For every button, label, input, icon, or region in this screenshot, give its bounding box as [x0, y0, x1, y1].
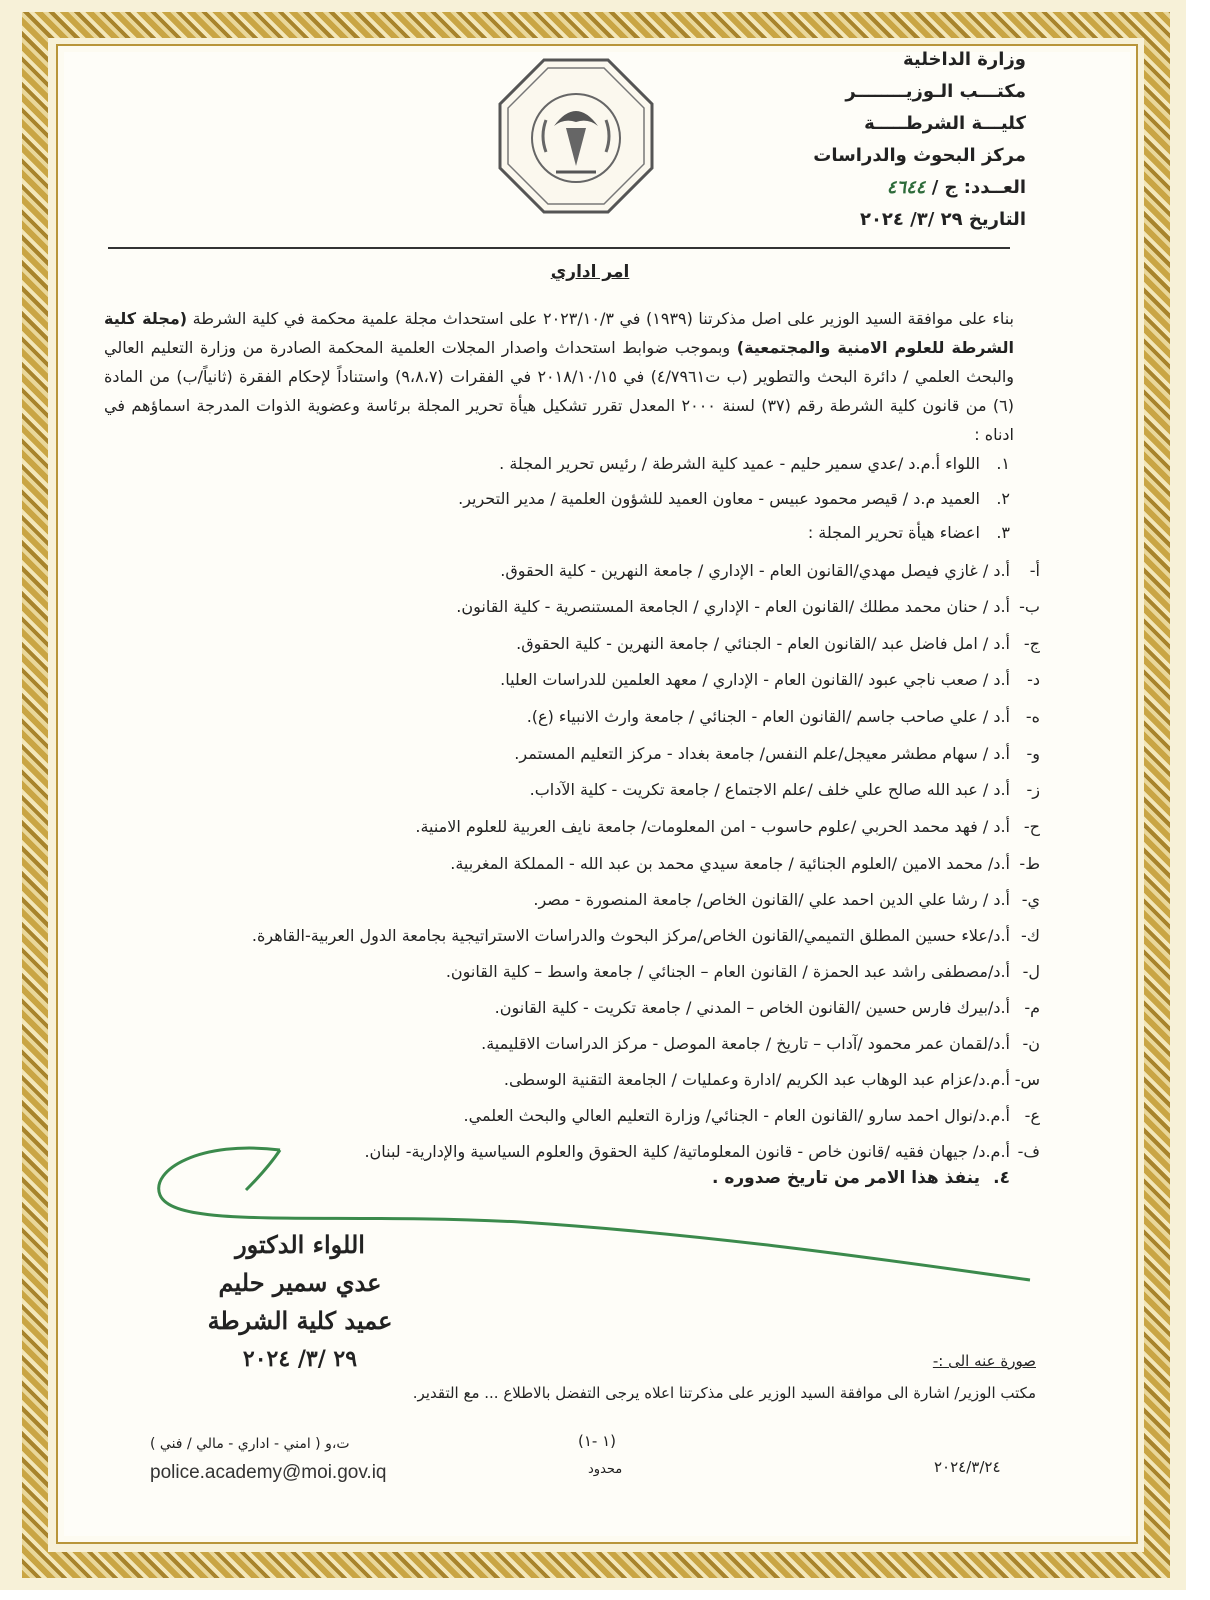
list-marker: س-	[1014, 1070, 1040, 1089]
list-item-text: أ.د/مصطفى راشد عبد الحمزة / القانون العام – الجنائي / جامعة واسط – كلية القانون.	[445, 962, 1010, 981]
list-item-text: أ.د / سهام مطشر معيجل/علم النفس/ جامعة بغداد - مركز التعليم المستمر.	[514, 744, 1010, 763]
list-item-text: أ.د / علي صاحب جاسم /القانون العام - الجنائي / جامعة وارث الانبياء (ع).	[526, 707, 1010, 726]
list-marker: د-	[1027, 670, 1040, 689]
list-item-text: أ.د / امل فاضل عبد /القانون العام - الجنائي / جامعة النهرين - كلية الحقوق.	[516, 634, 1010, 653]
list-item-text: أ.م.د/عزام عبد الوهاب عبد الكريم /ادارة وعمليات / الجامعة التقنية الوسطى.	[503, 1070, 1010, 1089]
page-number: (١ -١)	[578, 1432, 617, 1450]
list-marker: أ-	[1029, 561, 1040, 580]
copy-to-line: مكتب الوزير/ اشارة الى موافقة السيد الوزير على مذكرتنا اعلاه يرجى التفضل بالاطلاع ... مع التقدير.	[412, 1384, 1036, 1402]
date-value: ٢٩ /٣/ ٢٠٢٤	[859, 209, 963, 230]
footer-codes: ت،و ( امني - اداري - مالي / فني )	[150, 1436, 350, 1452]
list-item-text: أ.د / حنان محمد مطلك /القانون العام - الإداري / الجامعة المستنصرية - كلية القانون.	[456, 597, 1010, 616]
list-marker: ي-	[1021, 890, 1040, 909]
signature-date: ٢٩ /٣/ ٢٠٢٤	[242, 1346, 358, 1372]
office-name: مكتـــب الـوزيــــــــر	[845, 81, 1026, 102]
number-label: العــدد: ج /	[931, 177, 1026, 198]
list-marker: ١.	[996, 454, 1010, 473]
journal-name: (مجلة كلية الشرطة للعلوم الامنية والمجتمعية)	[104, 309, 1015, 357]
list-item-text: العميد م.د / قيصر محمود عبيس - معاون العميد للشؤون العلمية / مدير التحرير.	[458, 489, 980, 508]
list-marker: و-	[1026, 744, 1040, 763]
list-marker: ٢.	[996, 489, 1010, 508]
list-item-text: أ.د/لقمان عمر محمود /آداب – تاريخ / جامعة الموصل - مركز الدراسات الاقليمية.	[481, 1034, 1010, 1053]
list-item-text: أ.د / رشا علي الدين احمد علي /القانون الخاص/ جامعة المنصورة - مصر.	[533, 890, 1010, 909]
list-marker: ل-	[1022, 962, 1040, 981]
ministry-name: وزارة الداخلية	[902, 49, 1026, 70]
date-label: التاريخ	[968, 209, 1026, 230]
list-item-text: اعضاء هيأة تحرير المجلة :	[807, 523, 980, 542]
signer-name: عدي سمير حليم	[218, 1268, 382, 1297]
preamble-part-1: بناء على موافقة السيد الوزير على اصل مذكرتنا (١٩٣٩) في ٢٠٢٣/١٠/٣ على استحداث مجلة علمية محكمة في كلية الشرطة	[192, 309, 1015, 328]
footer-email: police.academy@moi.gov.iq	[150, 1462, 387, 1483]
footer-date: ٢٠٢٤/٣/٢٤	[934, 1458, 1001, 1476]
classification-label: محدود	[588, 1462, 623, 1477]
list-marker: ٣.	[996, 523, 1010, 542]
list-item-text: أ.د / صعب ناجي عبود /القانون العام - الإداري / معهد العلمين للدراسات العليا.	[500, 670, 1010, 689]
list-marker: م-	[1024, 998, 1040, 1017]
list-marker: ٤.	[993, 1168, 1010, 1188]
list-item-text: أ.د / غازي فيصل مهدي/القانون العام - الإداري / جامعة النهرين - كلية الحقوق.	[500, 561, 1010, 580]
list-marker: ب-	[1019, 597, 1040, 616]
list-marker: ع-	[1024, 1106, 1040, 1125]
list-item-text: ينفذ هذا الامر من تاريخ صدوره .	[711, 1168, 980, 1188]
signer-position: عميد كلية الشرطة	[207, 1306, 393, 1335]
list-item-text: أ.د / عبد الله صالح علي خلف /علم الاجتماع / جامعة تكريت - كلية الآداب.	[529, 780, 1010, 799]
list-marker: ج-	[1023, 634, 1040, 653]
college-name: كليـــة الشرطـــــة	[864, 113, 1026, 134]
signature-block	[160, 1226, 440, 1378]
copy-to-heading: صورة عنه الى :-	[932, 1352, 1036, 1370]
list-marker: ك-	[1021, 926, 1040, 945]
list-item-text: أ.د / فهد محمد الحربي /علوم حاسوب - امن المعلومات/ جامعة نايف العربية للعلوم الامنية.	[415, 817, 1010, 836]
list-marker: ه-	[1025, 707, 1040, 726]
list-marker: ح-	[1023, 817, 1040, 836]
number-value: ٤٦٤٤	[886, 177, 926, 198]
list-marker: ن-	[1022, 1034, 1040, 1053]
preamble-part-2: وبموجب ضوابط استحداث واصدار المجلات العلمية المحكمة الصادرة من وزارة التعليم العالي والبحث العلمي / دائرة البحث والتطوير (ب ت٤/٧٩٦١) في ٢٠١٨/١٠/١٥ في الفقرات (٩،٨،٧) واستناداً لإحكام الفقرة (ثانياً/ب) من المادة (٦) من قانون كلية الشرطة رقم (٣٧) لسنة ٢٠٠٠ المعدل تقرر تشكيل هيأة تحرير المجلة برئاسة وعضوية الذوات المدرجة اسماؤهم في ادناه :	[104, 338, 1015, 444]
list-item-text: أ.م.د/نوال احمد سارو /القانون العام - الجنائي/ وزارة التعليم العالي والبحث العلمي.	[463, 1106, 1010, 1125]
list-item-text: اللواء أ.م.د /عدي سمير حليم - عميد كلية الشرطة / رئيس تحرير المجلة .	[499, 454, 980, 473]
list-item-text: أ.د/علاء حسين المطلق التميمي/القانون الخاص/مركز البحوث والدراسات الاستراتيجية بجامعة الدول العربية-القاهرة.	[251, 926, 1010, 945]
center-name: مركز البحوث والدراسات	[813, 145, 1026, 166]
signer-rank: اللواء الدكتور	[235, 1230, 365, 1259]
list-item-text: أ.م.د/ جيهان فقيه /قانون خاص - قانون المعلوماتية/ كلية الحقوق والعلوم السياسية والإدارية- لبنان.	[364, 1142, 1010, 1161]
list-marker: ف-	[1017, 1142, 1040, 1161]
list-marker: ط-	[1019, 854, 1040, 873]
list-item-text: أ.د/ محمد الامين /العلوم الجنائية / جامعة سيدي محمد بن عبد الله - المملكة المغربية.	[450, 854, 1010, 873]
document-title: امر اداري	[550, 262, 630, 282]
list-item-text: أ.د/بيرك فارس حسين /القانون الخاص – المدني / جامعة تكريت - كلية القانون.	[494, 998, 1010, 1017]
list-marker: ز-	[1026, 780, 1040, 799]
